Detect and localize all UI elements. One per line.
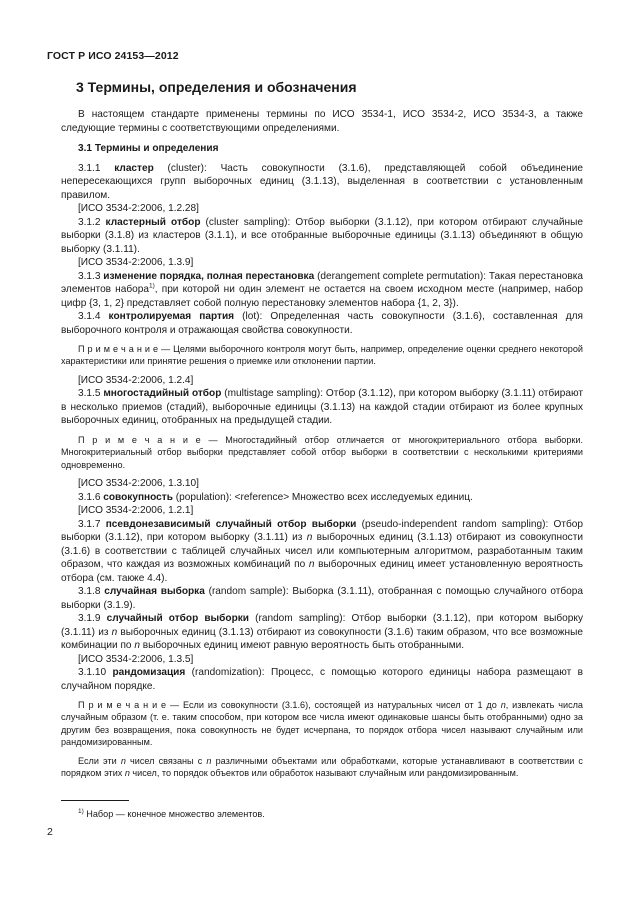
note-label: П р и м е ч а н и е [78, 344, 159, 354]
note-text-cont: чисел, то порядок объектов или обработок называют случайным или рандомизированным. [129, 768, 519, 779]
term-source: [ИСО 3534-2:2006, 1.2.1] [78, 505, 194, 517]
term-definition: (randomization): Процесс, с помощью которого единицы набора размещают в случайном порядке. [61, 667, 583, 692]
term-name: псевдонезависимый случайный отбор выборки [105, 518, 357, 530]
note-3-1-10 [61, 699, 583, 749]
subsection-title: 3.1 Термины и определения [78, 143, 219, 154]
term-source: [ИСО 3534-2:2006, 1.2.28] [78, 203, 199, 214]
term-definition: (pseudo-independent random sampling): Отбор выборки (3.1.12), при котором выборку (3.1.11) из [61, 518, 583, 544]
term-name: многостадийный отбор [103, 388, 222, 400]
variable-n: n [308, 559, 315, 571]
term-definition: (random sampling): Отбор выборки (3.1.12), при котором выборку (3.1.11) из [61, 613, 583, 638]
term-source: [ИСО 3534-2:2006, 1.2.4] [78, 374, 194, 386]
term-definition: (multistage sampling): Отбор (3.1.12), при котором выборку (3.1.11) отбирают в несколько приемов (стадий), выборочные единицы (3.1.13) на каждой стадии отбирают из более крупных выборочных единиц, отобранных на предыдущей стадии. [61, 388, 583, 427]
note-3-1-4 [61, 343, 583, 368]
term-number: 3.1.1 [78, 162, 115, 174]
footnote-mark: 1) [78, 807, 84, 815]
term-number: 3.1.5 [78, 388, 104, 400]
term-3-1-5 [61, 387, 583, 428]
section-title: 3 Термины, определения и обозначения [76, 79, 357, 95]
document-header-title: ГОСТ Р ИСО 24153—2012 [47, 50, 179, 62]
footnote-text: Набор — конечное множество элементов. [83, 809, 265, 819]
note-3-1-10-paragraph-2 [61, 755, 583, 780]
term-name: рандомизация [112, 667, 186, 679]
term-number: 3.1.7 [78, 518, 106, 530]
variable-n: n [134, 640, 140, 652]
term-name: совокупность [103, 491, 173, 503]
term-3-1-10 [61, 666, 583, 693]
term-number: 3.1.6 [78, 491, 104, 503]
note-text-cont: различными объектами или обработками, которые устанавливают в соответствии с порядком этих [61, 755, 583, 779]
note-text-cont: , извлекать числа случайным образом (т. е. таким способом, при котором все числа имеют одинаковые шансы быть отобранными) одно за другим без возвращения, пока совокупность не будет исчерпана, то порядок отбора чисел называют случайным или рандомизированным. [61, 700, 583, 748]
note-text: — Целями выборочного контроля могут быть, например, определение оценки среднего некоторой характеристики или принятие решения о приемке или отклонении партии. [61, 344, 583, 367]
term-source: [ИСО 3534-2:2006, 1.3.9] [78, 257, 194, 268]
term-number: 3.1.4 [78, 311, 109, 322]
term-definition: (cluster): Часть совокупности (3.1.6), представляющей собой объединение непересекающихся групп выборочных единиц (3.1.13), выделенная в соответствии с установленным правилом. [61, 162, 583, 201]
term-source: [ИСО 3534-2:2006, 1.3.10] [78, 478, 199, 490]
note-label: П р и м е ч а н и е [78, 700, 167, 711]
footnote-reference: 1) [149, 282, 155, 290]
term-source: [ИСО 3534-2:2006, 1.3.5] [78, 653, 194, 665]
note-3-1-5 [61, 434, 583, 471]
note-text: Если эти [78, 755, 121, 766]
term-3-1-1 [61, 162, 583, 203]
term-3-1-7 [61, 518, 583, 586]
term-definition-cont: выборочных единиц имеют равную вероятность быть отобранными. [139, 640, 465, 652]
term-number: 3.1.9 [78, 613, 107, 625]
term-3-1-2 [61, 216, 583, 257]
note-text-cont: чисел связаны с [125, 755, 207, 766]
term-definition: (derangement complete permutation): Такая перестановка элементов набора [61, 270, 583, 295]
term-3-1-6 [61, 491, 583, 505]
term-definition: (lot): Определенная часть совокупности (3.1.6), составленная для выборочного контроля и отражающая свойства совокупности. [61, 311, 583, 336]
footnote [78, 808, 265, 820]
term-definition-cont: выборочных единиц (3.1.13) отбирают из совокупности (3.1.6) в соответствии с таблицей случайных чисел или компьютерным алгоритмом, разработанным таким образом, что каждая из возможных комбинаций по [61, 532, 583, 571]
intro-paragraph: В настоящем стандарте применены термины по ИСО 3534-1, ИСО 3534-2, ИСО 3534-3, а также следующие термины с соответствующими определениями. [61, 109, 583, 134]
document-body [61, 108, 583, 779]
note-text: — Многостадийный отбор отличается от многокритериального отбора выборки. Многокритериальный отбор выборки представляет собой отбор выборки в соответствии с несколькими критериями одновременно. [61, 434, 583, 470]
variable-n: n [111, 626, 118, 638]
note-text: — Если из совокупности (3.1.6), состоящей из натуральных чисел от 1 до [166, 700, 501, 711]
term-name: случайный отбор выборки [106, 613, 249, 625]
term-3-1-4 [61, 310, 583, 337]
term-name: кластерный отбор [105, 216, 201, 228]
term-name: кластер [114, 162, 154, 174]
term-name: случайная выборка [104, 586, 205, 598]
footnote-separator [61, 800, 129, 801]
variable-n: n [120, 755, 126, 766]
term-definition: (cluster sampling): Отбор выборки (3.1.12), при котором отбирают случайные выборки (3.1.8) из кластеров (3.1.1), и все отобранные выборочные единицы (3.1.13) объединяют в общую выборку (3.1.11). [61, 216, 583, 255]
term-definition: (population): <reference> Множество всех исследуемых единиц. [172, 491, 473, 503]
term-definition-cont: выборочных единиц имеет установленную вероятность отбора (см. также 4.4). [61, 559, 584, 584]
term-definition: (random sample): Выборка (3.1.11), отобранная с помощью случайного отбора выборки (3.1.9). [61, 586, 583, 611]
term-3-1-9 [61, 612, 583, 653]
variable-n: n [124, 768, 130, 779]
page-number: 2 [47, 826, 53, 838]
term-number: 3.1.3 [78, 270, 104, 282]
term-3-1-8 [61, 585, 583, 612]
variable-n: n [500, 700, 506, 711]
term-number: 3.1.10 [78, 667, 113, 679]
term-number: 3.1.2 [78, 216, 106, 228]
term-definition-cont: , при которой ни один элемент не остается на своем исходном месте (например, набор цифр {3, 1, 2} представляет собой полную перестановку элементов набора {1, 2, 3}). [61, 284, 583, 309]
variable-n: n [206, 755, 212, 766]
term-3-1-3 [61, 270, 583, 311]
term-name: контролируемая партия [108, 311, 235, 322]
note-label: П р и м е ч а н и е [78, 434, 201, 445]
term-number: 3.1.8 [78, 586, 105, 598]
term-name: изменение порядка, полная перестановка [103, 270, 315, 282]
variable-n: n [306, 532, 313, 544]
term-definition-cont: выборочных единиц (3.1.13) отбирают из совокупности (3.1.6) таким образом, что все возможные комбинации по [61, 626, 583, 652]
